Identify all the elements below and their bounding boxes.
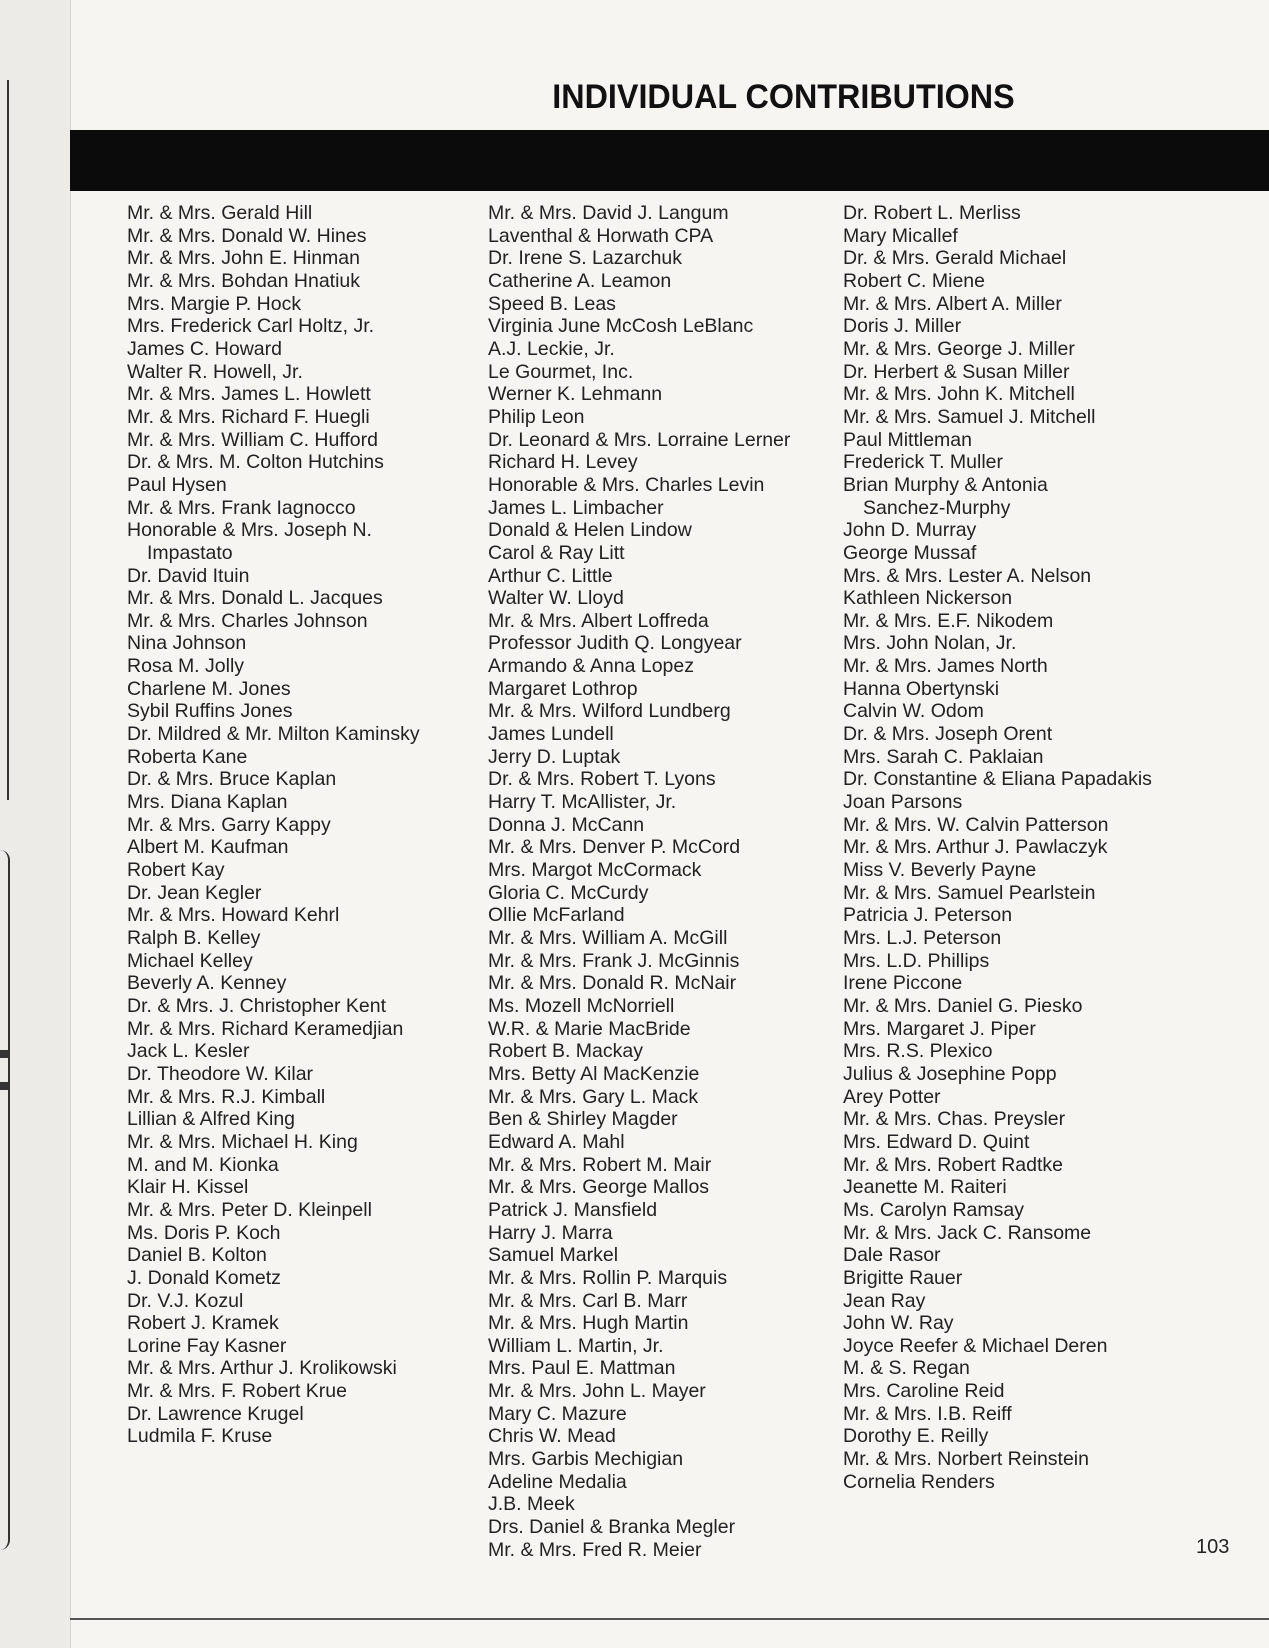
contributor-name: Dr. Constantine & Eliana Papadakis: [843, 768, 1152, 791]
contributor-name: Robert B. Mackay: [488, 1040, 643, 1063]
contributor-name: Philip Leon: [488, 405, 585, 428]
contributor-name: Brian Murphy & Antonia: [843, 473, 1048, 496]
gutter-edge-line: [0, 80, 9, 800]
contributor-name: Dr. & Mrs. J. Christopher Kent: [127, 994, 386, 1017]
contributor-name: Paul Hysen: [127, 473, 227, 496]
contributor-name: Robert C. Miene: [843, 269, 985, 292]
contributor-name: Mr. & Mrs. Jack C. Ransome: [843, 1221, 1092, 1244]
contributor-name: Mrs. John Nolan, Jr.: [843, 632, 1017, 655]
contributor-name: Hanna Obertynski: [843, 677, 1000, 700]
contributor-name: Mrs. R.S. Plexico: [843, 1040, 993, 1063]
contributor-name: Samuel Markel: [488, 1244, 619, 1267]
contributor-name: Joan Parsons: [843, 791, 963, 814]
contributor-name: Jack L. Kesler: [127, 1040, 250, 1063]
contributor-name: Klair H. Kissel: [127, 1176, 249, 1199]
contributor-name: Mr. & Mrs. Arthur J. Krolikowski: [127, 1357, 397, 1380]
contributor-name: Mr. & Mrs. John K. Mitchell: [843, 383, 1075, 406]
contributor-name: Mr. & Mrs. Richard Keramedjian: [127, 1017, 404, 1040]
contributor-name: Sanchez-Murphy: [863, 496, 1011, 519]
contributor-name: Mr. & Mrs. R.J. Kimball: [127, 1085, 326, 1108]
contributor-name: Ben & Shirley Magder: [488, 1108, 678, 1131]
contributor-name: Dr. Lawrence Krugel: [127, 1402, 304, 1425]
contributor-name: Jerry D. Luptak: [488, 745, 621, 768]
contributor-name: Dr. David Ituin: [127, 564, 250, 587]
contributor-name: M. and M. Kionka: [127, 1153, 279, 1176]
contributor-name: Mr. & Mrs. James L. Howlett: [127, 383, 371, 406]
contributor-name: Mrs. L.J. Peterson: [843, 927, 1002, 949]
contributor-name: Margaret Lothrop: [488, 677, 638, 700]
contributor-name: James Lundell: [488, 723, 614, 746]
contributor-name: Mrs. Sarah C. Paklaian: [843, 745, 1044, 768]
contributor-name: Ms. Doris P. Koch: [127, 1221, 281, 1244]
contributor-name: Patricia J. Peterson: [843, 904, 1013, 927]
contributor-name: Paul Mittleman: [843, 428, 972, 451]
contributor-name: Mrs. Diana Kaplan: [127, 791, 288, 814]
contributor-name: Mr. & Mrs. I.B. Reiff: [843, 1402, 1012, 1425]
contributor-name: Mrs. Paul E. Mattman: [488, 1357, 676, 1380]
contributor-name: Mr. & Mrs. Rollin P. Marquis: [488, 1266, 728, 1289]
contributor-name: Carol & Ray Litt: [488, 541, 625, 564]
contributor-name: Catherine A. Leamon: [488, 269, 672, 292]
contributor-name: Lorine Fay Kasner: [127, 1334, 287, 1357]
contributor-name: Mr. & Mrs. John L. Mayer: [488, 1380, 706, 1403]
contributor-name: Donna J. McCann: [488, 813, 645, 836]
contributor-name: M. & S. Regan: [843, 1357, 970, 1380]
contributor-name: Roberta Kane: [127, 745, 248, 768]
contributor-name: Dr. Herbert & Susan Miller: [843, 360, 1070, 383]
names-column-1: [127, 202, 420, 1448]
binding-gutter: [0, 0, 71, 1648]
contributor-name: Jeanette M. Raiteri: [843, 1176, 1007, 1199]
contributor-name: Mary C. Mazure: [488, 1402, 627, 1425]
contributor-name: Ralph B. Kelley: [127, 927, 261, 949]
contributor-name: Mr. & Mrs. Robert Radtke: [843, 1153, 1063, 1176]
contributor-name: Dr. & Mrs. Joseph Orent: [843, 723, 1053, 746]
contributor-name: Dorothy E. Reilly: [843, 1425, 989, 1448]
contributor-name: John W. Ray: [843, 1312, 954, 1335]
contributor-name: Chris W. Mead: [488, 1425, 616, 1448]
contributor-name: Mr. & Mrs. Howard Kehrl: [127, 904, 340, 927]
contributor-name: Irene Piccone: [843, 972, 963, 995]
contributor-name: Walter W. Lloyd: [488, 587, 624, 610]
contributor-name: Calvin W. Odom: [843, 700, 984, 723]
contributor-name: Mr. & Mrs. Norbert Reinstein: [843, 1448, 1089, 1471]
contributor-name: Mr. & Mrs. Wilford Lundberg: [488, 700, 731, 723]
contributor-name: Mr. & Mrs. Robert M. Mair: [488, 1153, 712, 1176]
contributor-name: Mr. & Mrs. Gary L. Mack: [488, 1085, 699, 1108]
page-title-text: INDIVIDUAL CONTRIBUTIONS: [552, 78, 1015, 116]
contributor-name: Dr. V.J. Kozul: [127, 1289, 244, 1312]
contributor-name: James L. Limbacher: [488, 496, 664, 519]
contributor-name: Joyce Reefer & Michael Deren: [843, 1334, 1108, 1357]
contributor-name: Mr. & Mrs. Hugh Martin: [488, 1312, 689, 1335]
contributor-name: Mrs. Frederick Carl Holtz, Jr.: [127, 315, 375, 338]
contributor-name: Dr. & Mrs. Bruce Kaplan: [127, 768, 337, 791]
header-bar: [70, 130, 1269, 191]
contributor-name: Honorable & Mrs. Charles Levin: [488, 473, 765, 496]
names-column-2: [488, 202, 790, 1561]
contributor-name: Mr. & Mrs. Bohdan Hnatiuk: [127, 269, 361, 292]
contributor-name: Mrs. Betty Al MacKenzie: [488, 1062, 700, 1085]
contributor-name: Mr. & Mrs. Samuel J. Mitchell: [843, 405, 1096, 428]
contributor-name: Mr. & Mrs. Arthur J. Pawlaczyk: [843, 836, 1108, 859]
contributor-name: Harry T. McAllister, Jr.: [488, 791, 677, 814]
contributor-name: Robert J. Kramek: [127, 1312, 279, 1335]
contributor-name: William L. Martin, Jr.: [488, 1334, 664, 1357]
page-title: [100, 78, 1239, 117]
contributor-name: Mrs. & Mrs. Lester A. Nelson: [843, 564, 1092, 587]
contributor-name: Daniel B. Kolton: [127, 1244, 267, 1267]
contributor-name: Mr. & Mrs. Frank J. McGinnis: [488, 949, 740, 972]
contributor-name: Impastato: [147, 541, 233, 564]
contributor-name: Mr. & Mrs. Charles Johnson: [127, 609, 368, 632]
contributor-name: Edward A. Mahl: [488, 1130, 625, 1153]
contributor-name: Mr. & Mrs. George J. Miller: [843, 337, 1075, 360]
contributor-name: Le Gourmet, Inc.: [488, 360, 634, 383]
contributor-name: Brigitte Rauer: [843, 1266, 963, 1289]
contributor-name: Albert M. Kaufman: [127, 836, 289, 859]
contributor-name: Arey Potter: [843, 1085, 941, 1108]
contributor-name: John D. Murray: [843, 519, 977, 542]
contributor-name: Dr. Leonard & Mrs. Lorraine Lerner: [488, 428, 791, 451]
contributor-name: Mrs. Margot McCormack: [488, 859, 702, 882]
contributor-name: Mr. & Mrs. Frank Iagnocco: [127, 496, 356, 519]
contributor-name: Speed B. Leas: [488, 292, 616, 315]
contributor-name: Mr. & Mrs. Peter D. Kleinpell: [127, 1198, 372, 1221]
contributor-name: Mr. & Mrs. Richard F. Huegli: [127, 405, 370, 428]
contributor-name: Mr. & Mrs. Chas. Preysler: [843, 1108, 1066, 1131]
contributor-name: Mr. & Mrs. Albert A. Miller: [843, 292, 1062, 315]
contributor-name: Dale Rasor: [843, 1244, 941, 1267]
contributor-name: Michael Kelley: [127, 949, 253, 972]
contributor-name: Ollie McFarland: [488, 904, 625, 927]
page-number: 103: [1196, 1536, 1230, 1558]
contributor-name: Richard H. Levey: [488, 451, 638, 474]
contributor-name: Dr. Irene S. Lazarchuk: [488, 247, 683, 270]
contributor-name: Gloria C. McCurdy: [488, 881, 649, 904]
contributor-name: Werner K. Lehmann: [488, 383, 663, 406]
contributor-name: Donald & Helen Lindow: [488, 519, 692, 542]
contributor-name: Professor Judith Q. Longyear: [488, 632, 742, 655]
contributor-name: Frederick T. Muller: [843, 451, 1004, 474]
contributor-name: Mrs. Margie P. Hock: [127, 292, 302, 315]
contributor-name: Mr. & Mrs. William C. Hufford: [127, 428, 378, 451]
contributor-name: Dr. & Mrs. Robert T. Lyons: [488, 768, 716, 791]
contributor-name: Mr. & Mrs. James North: [843, 655, 1048, 678]
contributor-name: Ms. Mozell McNorriell: [488, 994, 675, 1017]
contributor-name: Mr. & Mrs. George Mallos: [488, 1176, 710, 1199]
contributor-name: Dr. Theodore W. Kilar: [127, 1062, 314, 1085]
contributor-name: Patrick J. Mansfield: [488, 1198, 658, 1221]
contributor-name: Mr. & Mrs. Michael H. King: [127, 1130, 358, 1153]
contributor-name: Arthur C. Little: [488, 564, 613, 587]
gutter-tick: [0, 1082, 10, 1090]
contributor-name: Dr. Mildred & Mr. Milton Kaminsky: [127, 723, 420, 746]
contributor-name: W.R. & Marie MacBride: [488, 1017, 691, 1040]
contributor-name: Mr. & Mrs. F. Robert Krue: [127, 1380, 347, 1403]
contributor-name: Adeline Medalia: [488, 1470, 627, 1493]
contributor-name: Mr. & Mrs. Donald L. Jacques: [127, 587, 383, 610]
gutter-edge-curve: [0, 850, 10, 1550]
contributor-name: Mary Micallef: [843, 224, 958, 247]
contributor-name: Mr. & Mrs. John E. Hinman: [127, 247, 360, 270]
contributor-name: Mr. & Mrs. David J. Langum: [488, 202, 729, 224]
contributor-name: Mrs. L.D. Phillips: [843, 949, 990, 972]
contributor-name: Mr. & Mrs. Gerald Hill: [127, 202, 313, 224]
contributor-name: Nina Johnson: [127, 632, 247, 655]
contributor-name: Mrs. Edward D. Quint: [843, 1130, 1030, 1153]
contributor-name: Armando & Anna Lopez: [488, 655, 694, 678]
contributor-name: Mr. & Mrs. Albert Loffreda: [488, 609, 709, 632]
contributor-name: J. Donald Kometz: [127, 1266, 281, 1289]
contributor-name: Drs. Daniel & Branka Megler: [488, 1516, 736, 1539]
contributor-name: Harry J. Marra: [488, 1221, 613, 1244]
contributor-name: Mrs. Garbis Mechigian: [488, 1448, 684, 1471]
contributor-name: Ludmila F. Kruse: [127, 1425, 273, 1448]
contributor-name: A.J. Leckie, Jr.: [488, 337, 615, 360]
contributor-name: Laventhal & Horwath CPA: [488, 224, 714, 247]
contributor-name: George Mussaf: [843, 541, 977, 564]
contributor-name: Mr. & Mrs. W. Calvin Patterson: [843, 813, 1109, 836]
contributor-name: Mr. & Mrs. Donald W. Hines: [127, 224, 367, 247]
contributor-name: Rosa M. Jolly: [127, 655, 245, 678]
contributor-name: Doris J. Miller: [843, 315, 962, 338]
contributor-name: Kathleen Nickerson: [843, 587, 1013, 610]
contributor-name: Jean Ray: [843, 1289, 926, 1312]
contributor-name: Virginia June McCosh LeBlanc: [488, 315, 754, 338]
contributor-name: Walter R. Howell, Jr.: [127, 360, 303, 383]
contributor-name: Beverly A. Kenney: [127, 972, 287, 995]
contributor-name: Mr. & Mrs. E.F. Nikodem: [843, 609, 1054, 632]
names-column-3: [843, 202, 1152, 1493]
contributor-name: Dr. Robert L. Merliss: [843, 202, 1021, 224]
contributor-name: Mr. & Mrs. Garry Kappy: [127, 813, 331, 836]
gutter-tick: [0, 1050, 10, 1058]
contributor-name: Mr. & Mrs. Daniel G. Piesko: [843, 994, 1083, 1017]
contributor-name: Miss V. Beverly Payne: [843, 859, 1037, 882]
contributor-name: Mrs. Caroline Reid: [843, 1380, 1005, 1403]
contributor-name: Dr. & Mrs. Gerald Michael: [843, 247, 1067, 270]
contributor-name: Mr. & Mrs. Donald R. McNair: [488, 972, 737, 995]
contributor-name: Charlene M. Jones: [127, 677, 291, 700]
bottom-rule: [70, 1618, 1269, 1620]
contributor-name: Lillian & Alfred King: [127, 1108, 296, 1131]
contributor-name: Julius & Josephine Popp: [843, 1062, 1057, 1085]
contributor-name: James C. Howard: [127, 337, 282, 360]
contributor-name: Robert Kay: [127, 859, 225, 882]
contributor-name: Mr. & Mrs. Fred R. Meier: [488, 1538, 702, 1561]
contributor-name: Cornelia Renders: [843, 1470, 995, 1493]
contributor-name: Mr. & Mrs. Carl B. Marr: [488, 1289, 688, 1312]
contributor-name: J.B. Meek: [488, 1493, 575, 1516]
contributor-name: Honorable & Mrs. Joseph N.: [127, 519, 372, 542]
contributor-name: Dr. Jean Kegler: [127, 881, 262, 904]
contributor-name: Mr. & Mrs. Samuel Pearlstein: [843, 881, 1096, 904]
contributor-name: Mrs. Margaret J. Piper: [843, 1017, 1036, 1040]
contributor-name: Ms. Carolyn Ramsay: [843, 1198, 1024, 1221]
contributor-name: Dr. & Mrs. M. Colton Hutchins: [127, 451, 384, 474]
contributor-name: Mr. & Mrs. William A. McGill: [488, 927, 728, 949]
contributor-name: Sybil Ruffins Jones: [127, 700, 293, 723]
contributor-name: Mr. & Mrs. Denver P. McCord: [488, 836, 741, 859]
